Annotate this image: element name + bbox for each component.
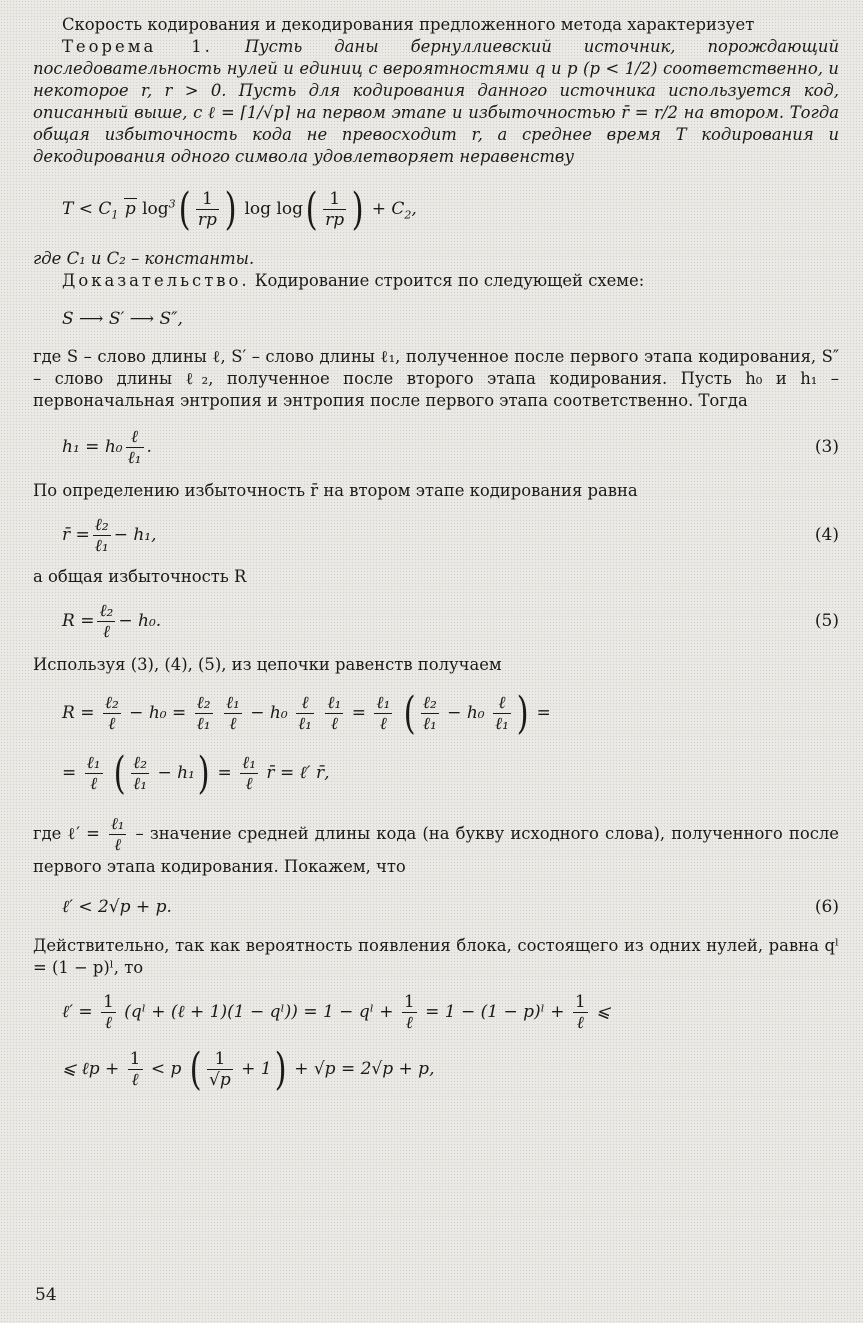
final1-f1-num: 1 [103, 992, 114, 1012]
proof-start [33, 270, 839, 292]
eq3-number: (3) [814, 437, 839, 457]
final2-f2-num: 1 [207, 1049, 233, 1070]
eq-main-tail: , [411, 199, 417, 219]
equation-6 [33, 889, 839, 925]
theorem-body: Пусть даны бернуллиевский источник, порождающий последовательность нулей и единиц с вероятностями q и p (p < 1/2) соответственно, и некоторое r, r > 0. Пусть для кодирования данного источника используется код, описанный выше, с ℓ = ⌈1/√p⌉ на первом этапе и избыточностью r̄ = r/2 на втором. Тогда общая избыточность кода не превосходит r, а среднее время T кодирования и декодирования одного символа удовлетворяет неравенству [33, 37, 840, 166]
eq-main-plus: + C [371, 199, 405, 219]
eq-main-frac1-den: rp [197, 210, 217, 230]
final1-f3-den: ℓ [576, 1013, 584, 1033]
final1-b: (qˡ + (ℓ + 1)(1 − qˡ)) = 1 − qˡ + [124, 1002, 394, 1022]
eq-main-lhs-sub: 1 [111, 208, 119, 222]
eq6-number: (6) [814, 897, 839, 917]
eq3-tail: . [146, 437, 152, 457]
chain1-f2-num: ℓ₂ [196, 693, 211, 713]
eq5-lhs: R = [62, 611, 95, 631]
chain1-f1-num: ℓ₂ [104, 693, 119, 713]
chain1-f7-num: ℓ₂ [422, 693, 437, 713]
paragraph-redundancy: По определению избыточность r̄ на втором этапе кодирования равна [33, 481, 638, 500]
chain1-f5-num: ℓ₁ [327, 693, 342, 713]
chain1-f7-den: ℓ₁ [422, 714, 437, 734]
eq3-den: ℓ₁ [127, 448, 142, 468]
proof-label: Доказательство. [62, 271, 250, 290]
para6-frac-den: ℓ [114, 835, 122, 854]
eq5-num: ℓ₂ [99, 601, 114, 621]
final-chain-line-1 [33, 987, 839, 1037]
chain2-f3-num: ℓ₁ [242, 753, 257, 773]
para6-text: – значение средней длины кода (на букву исходного слова), полученного после первого этапа кодирования. Покажем, что [33, 824, 839, 876]
chain1-b: − h₀ = [129, 703, 187, 723]
eq-main-frac2-den: rp [325, 210, 345, 230]
proof-text: Кодирование строится по следующей схеме: [254, 271, 645, 290]
paragraph-indeed: Действительно, так как вероятность появления блока, состоящего из одних нулей, равна qˡ = (1 − p)ˡ, то [33, 936, 839, 977]
eq3-num: ℓ [126, 427, 144, 448]
theorem-1 [33, 36, 839, 168]
eq4-number: (4) [814, 525, 839, 545]
chain1-f8-den: ℓ₁ [495, 714, 509, 734]
chain2-a: = [62, 763, 77, 783]
eq5-den: ℓ [102, 622, 110, 642]
constants-note: где C₁ и C₂ – константы. [33, 249, 255, 268]
final2-d: + √p = 2√p + p, [294, 1059, 435, 1079]
paragraph-definitions: где S – слово длины ℓ, S′ – слово длины ℓ₁, полученное после первого этапа кодирования, S″ – слово длины ℓ₂, полученное после второго этапа кодирования. Пусть h₀ и h₁ – первоначальная энтропия и энтропия после первого этапа соответственно. Тогда [33, 347, 839, 410]
final1-c: = 1 − (1 − p)ˡ + [425, 1002, 565, 1022]
chain1-f4-num: ℓ [296, 693, 314, 714]
chain1-f3-den: ℓ [229, 714, 237, 734]
chain1-f: = [536, 703, 551, 723]
final1-d: ⩽ [596, 1002, 611, 1022]
chain1-f5-den: ℓ [330, 714, 338, 734]
eq4-num: ℓ₂ [94, 515, 109, 535]
chain2-f3-den: ℓ [245, 774, 253, 794]
chain1-f2-den: ℓ₁ [196, 714, 211, 734]
eq-main-loglog: log log [244, 199, 303, 219]
chain1-a: R = [62, 703, 95, 723]
final1-f3-num: 1 [574, 992, 586, 1012]
chain2-f1-den: ℓ [90, 774, 98, 794]
chain2-c: = [217, 763, 232, 783]
final1-a: ℓ′ = [62, 1002, 93, 1022]
equation-5 [33, 596, 839, 646]
equation-4 [33, 510, 839, 560]
main-inequality: $T < C_1$ p $\log^3$( $\frac{1}{rp}$ ) log log( $\frac{1}{rp}$ ) + $C_2$, [62, 183, 417, 235]
final2-c: + 1 [241, 1059, 272, 1079]
final2-f1-num: 1 [129, 1049, 141, 1069]
chain1-d: = [351, 703, 366, 723]
final1-f1-den: ℓ [104, 1013, 112, 1033]
eq-main-lhs: T < C [62, 199, 112, 219]
chain2-b: − h₁ [157, 763, 195, 783]
chain2-f2-den: ℓ₁ [133, 774, 148, 794]
final1-f2-den: ℓ [405, 1013, 413, 1033]
paragraph-total-redundancy: а общая избыточность R [33, 567, 247, 586]
chain1-f6-num: ℓ₁ [376, 693, 391, 713]
final2-a: ⩽ ℓp + [62, 1059, 120, 1079]
theorem-label: Теорема 1. [62, 37, 213, 56]
coding-scheme: S ⟶ S′ ⟶ S″, [62, 309, 183, 329]
eq5-number: (5) [814, 611, 839, 631]
equation-3 [33, 422, 839, 472]
chain2-d: r̄ = ℓ′ r̄, [266, 763, 330, 783]
chain1-f3-num: ℓ₁ [225, 693, 240, 713]
intro-sentence: Скорость кодирования и декодирования предложенного метода характеризует [62, 15, 755, 34]
chain1-c: − h₀ [250, 703, 288, 723]
chain2-f1-num: ℓ₁ [86, 753, 101, 773]
eq4-den: ℓ₁ [94, 536, 109, 556]
page-number: 54 [35, 1285, 57, 1305]
eq-main-plus-sub: 2 [404, 208, 412, 222]
eq-main-frac1-num: 1 [196, 189, 219, 210]
eq-main-log: log [142, 199, 169, 219]
chain1-f4-den: ℓ₁ [298, 714, 312, 734]
final1-f2-num: 1 [403, 992, 415, 1012]
paragraph-using: Используя (3), (4), (5), из цепочки равенств получаем [33, 655, 502, 674]
para6-lhs: где ℓ′ = [33, 824, 100, 843]
equality-chain-line-1: R = $\frac{\text{ℓ₂}}{\text{ℓ}}$ − h₀ = $\frac{\text{ℓ₂}}{\text{ℓ₁}}$ $\frac{\text{ℓ₁}}{\text{ℓ}}$ − h₀ $\frac{\text{ℓ}}{\text{ℓ₁}}$ $\frac{\text{ℓ₁}}{\text{ℓ}}$ = $\frac{\text{ℓ₁}}{\text{ℓ}}$ ( $\frac{\text{ℓ₂}}{\text{ℓ₁}}$ − h₀ $\frac{\text{ℓ}}{\text{ℓ₁}}$ ) = [62, 687, 551, 739]
paragraph-average-length [33, 814, 839, 879]
final-chain-line-2: ⩽ ℓp + $\frac{1}{\text{ℓ}}$ < p ( $\frac{1}{√p}$ + 1) + √p = 2√p + p, [62, 1043, 435, 1095]
chain1-e: − h₀ [447, 703, 485, 723]
eq4-tail: − h₁, [113, 525, 157, 545]
chain1-f6-den: ℓ [379, 714, 387, 734]
eq6-text: ℓ′ < 2√p + p. [62, 897, 172, 917]
chain1-f1-den: ℓ [108, 714, 116, 734]
eq4-lhs: r̄ = [62, 525, 90, 545]
equality-chain-line-2: = $\frac{\text{ℓ₁}}{\text{ℓ}}$ ( $\frac{\text{ℓ₂}}{\text{ℓ₁}}$ − h₁) = $\frac{\text{ℓ₁}}{\text{ℓ}}$ r̄ = ℓ′ r̄, [62, 747, 330, 799]
chain2-f2-num: ℓ₂ [133, 753, 148, 773]
final2-f2-den: √p [209, 1070, 231, 1090]
eq5-tail: − h₀. [118, 611, 162, 631]
final2-f1-den: ℓ [131, 1070, 139, 1090]
eq-main-frac2-num: 1 [323, 189, 346, 210]
chain1-f8-num: ℓ [493, 693, 511, 714]
final2-b: < p [150, 1059, 182, 1079]
eq3-lhs: h₁ = h₀ [62, 437, 123, 457]
para6-frac-num: ℓ₁ [110, 814, 125, 833]
eq-main-log-sup: 3 [168, 197, 176, 211]
